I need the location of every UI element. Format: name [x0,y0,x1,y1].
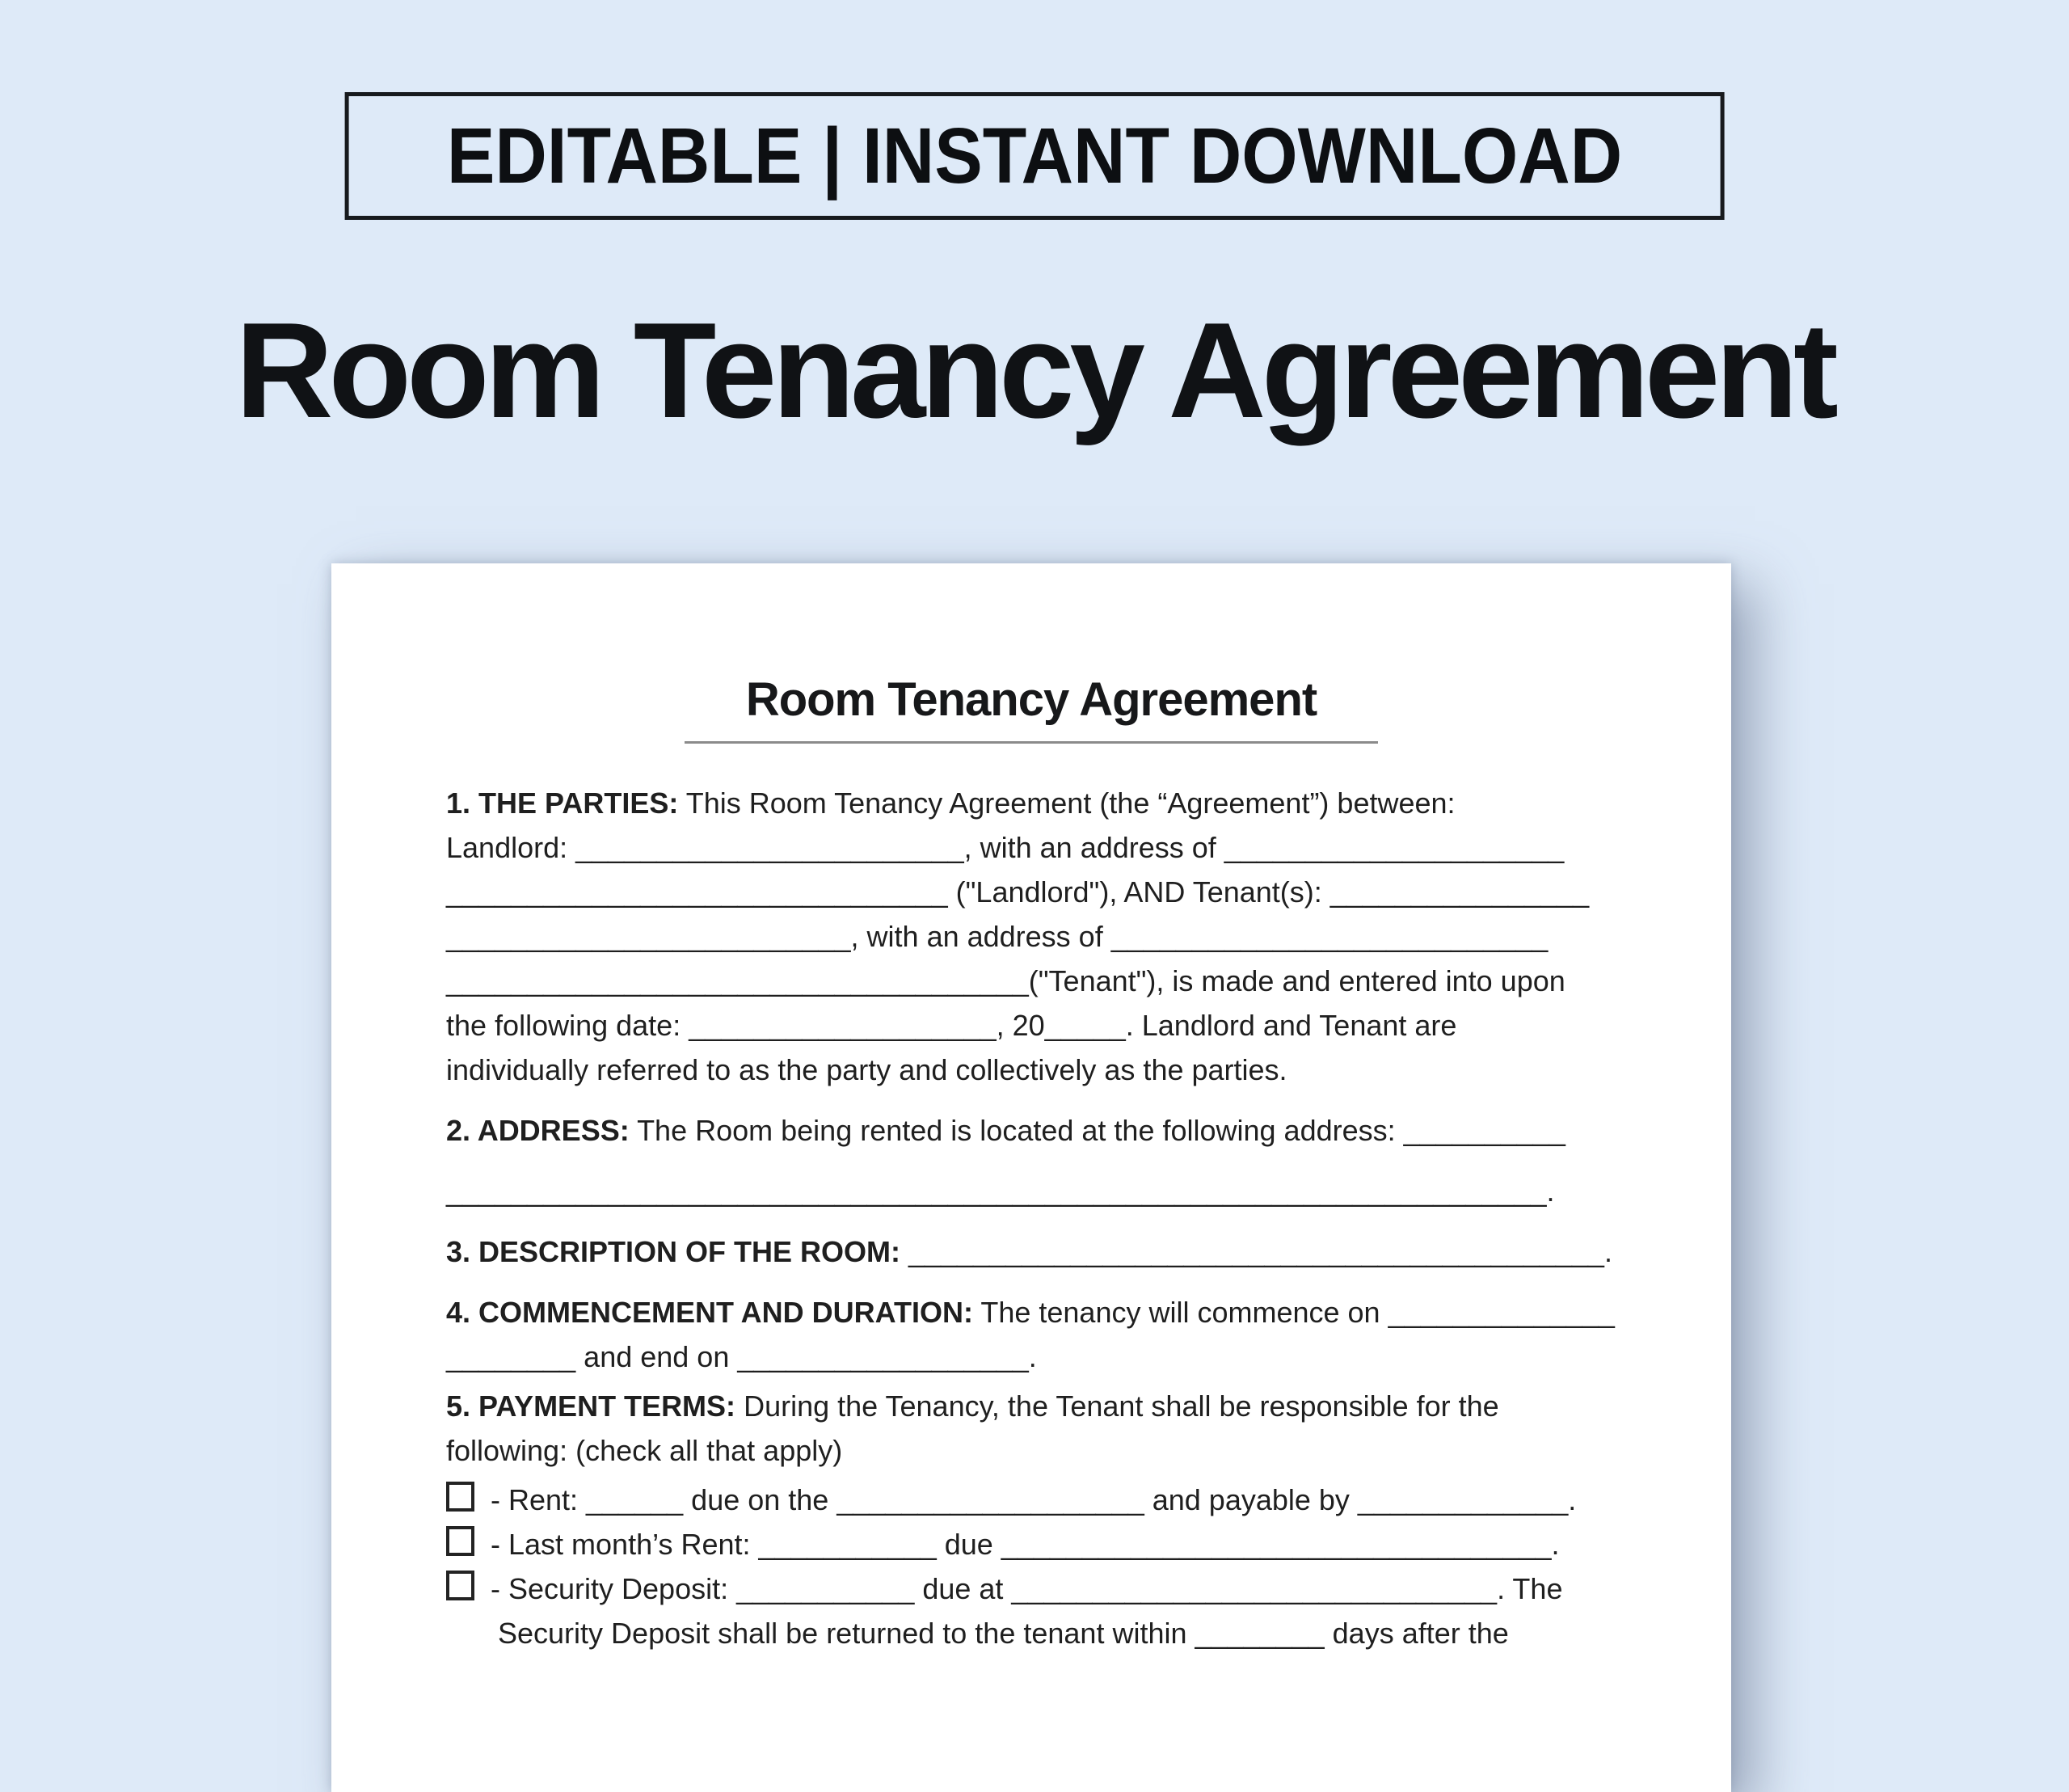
doc-line [446,1335,1626,1379]
checkbox-icon [446,1482,474,1512]
doc-line [446,1384,1626,1428]
doc-line-text: the following date: ___________________, 20_____. Landlord and Tenant are [446,1009,1457,1042]
doc-line [446,870,1626,914]
editable-instant-download-badge [345,92,1725,220]
doc-line-text: During the Tenancy, the Tenant shall be responsible for the [735,1389,1499,1423]
document-body [331,781,1731,1655]
doc-line-text: _________________________, with an address of ___________________________ [446,920,1549,953]
doc-line [446,1048,1626,1092]
document-title: Room Tenancy Agreement [745,673,1317,726]
doc-line-text: This Room Tenancy Agreement (the “Agreement”) between: [678,786,1456,820]
doc-line-text: Landlord: ________________________, with an address of _____________________ [446,831,1565,864]
doc-line [446,1003,1626,1048]
section-label: 4. COMMENCEMENT AND DURATION: [446,1296,973,1329]
doc-line-last-month-rent [446,1522,1626,1566]
doc-line [446,1611,1626,1655]
doc-line [446,1229,1626,1274]
section-label: 3. DESCRIPTION OF THE ROOM: [446,1235,901,1268]
doc-line [446,1108,1626,1153]
doc-line-text: Security Deposit shall be returned to the tenant within ________ days after the [498,1617,1509,1650]
hero-title: Room Tenancy Agreement [235,294,1834,446]
badge-label: EDITABLE | INSTANT DOWNLOAD [446,112,1623,200]
doc-line [446,1428,1626,1473]
doc-line-text: - Last month’s Rent: ___________ due __________________________________. [482,1528,1560,1561]
doc-line-text: The tenancy will commence on ______________ [972,1296,1615,1329]
doc-line-text: ________ and end on __________________. [446,1340,1037,1373]
doc-line [446,914,1626,959]
doc-line-security-deposit [446,1566,1626,1611]
doc-line [446,781,1626,825]
doc-line-text: - Security Deposit: ___________ due at ______________________________. The [482,1572,1563,1605]
doc-line-text: - Rent: ______ due on the ___________________ and payable by _____________. [482,1483,1577,1516]
doc-line-text: ___________________________________________. [900,1235,1612,1268]
doc-line-text: _______________________________ ("Landlord"), AND Tenant(s): ________________ [446,875,1590,909]
checkbox-icon [446,1526,474,1556]
checkbox-icon [446,1571,474,1600]
document-page-preview [331,563,1731,1792]
doc-line [446,959,1626,1003]
doc-line-text: ____________________________________("Tenant"), is made and entered into upon [446,964,1565,997]
doc-line [446,825,1626,870]
section-label: 1. THE PARTIES: [446,786,679,820]
doc-line-text: ____________________________________________________________________. [446,1174,1555,1208]
doc-line-rent [446,1478,1626,1522]
section-label: 2. ADDRESS: [446,1114,630,1147]
doc-line-text: individually referred to as the party and collectively as the parties. [446,1053,1287,1086]
doc-line-text: following: (check all that apply) [446,1434,843,1467]
section-label: 5. PAYMENT TERMS: [446,1389,736,1423]
doc-line [446,1290,1626,1335]
doc-line [446,1169,1626,1213]
title-divider [685,741,1378,744]
doc-line-text: The Room being rented is located at the following address: __________ [629,1114,1565,1147]
